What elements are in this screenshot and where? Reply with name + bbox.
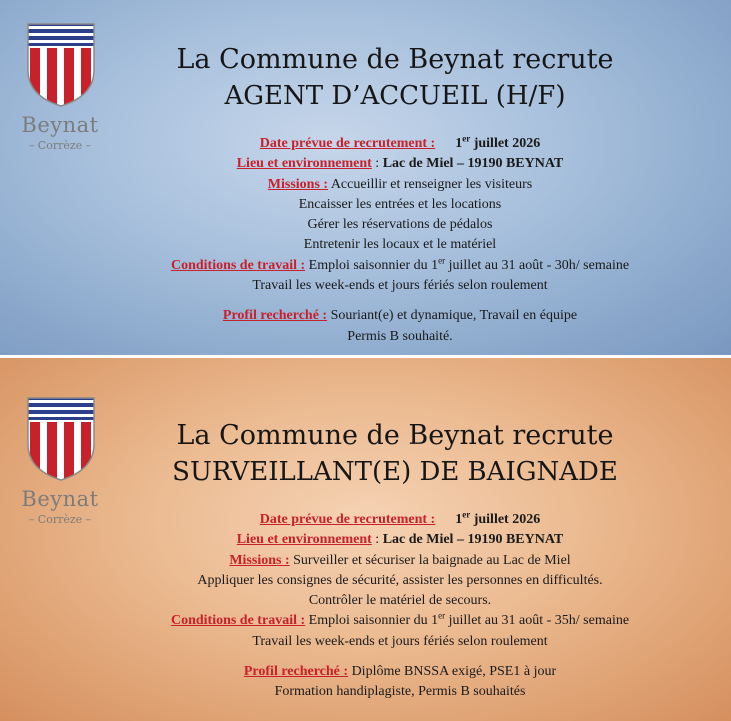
brand-name: Beynat — [21, 113, 99, 137]
mission-item: Entretenir les locaux et le matériel — [303, 237, 497, 253]
posting-details — [70, 134, 730, 347]
location-line — [70, 154, 730, 174]
profile-line-2: Permis B souhaité. — [347, 328, 453, 344]
conditions-label: Conditions de travail : — [170, 257, 306, 273]
profile-text: Souriant(e) et dynamique, Travail en équipe — [327, 308, 578, 324]
posting-details — [70, 510, 730, 703]
recruitment-date-line — [70, 510, 730, 530]
mission-item: Encaisser les entrées et les locations — [298, 196, 502, 212]
mission-item: Appliquer les consignes de sécurité, assister les personnes en difficultés. — [197, 572, 603, 588]
headline-commune: La Commune de Beynat recrute — [176, 420, 614, 451]
missions-label: Missions : — [267, 176, 329, 192]
conditions-line — [70, 256, 730, 276]
conditions-line — [70, 611, 730, 631]
conditions-text-pre: Emploi saisonnier du 1 — [305, 613, 439, 629]
conditions-label: Conditions de travail : — [170, 613, 306, 629]
brand-name: Beynat — [21, 487, 99, 511]
profile-text: Diplôme BNSSA exigé, PSE1 à jour — [348, 664, 557, 680]
conditions-line-2: Travail les week-ends et jours fériés selon roulement — [252, 633, 548, 649]
recruitment-date-value — [455, 133, 541, 151]
job-posting-agent-accueil — [0, 0, 731, 355]
brand-subtitle: – Corrèze – — [28, 513, 92, 526]
conditions-text-post: juillet au 31 août - 30h/ semaine — [445, 257, 630, 273]
missions-line — [70, 175, 730, 195]
profile-line-2: Formation handiplagiste, Permis B souhaités — [274, 684, 526, 700]
profile-line — [70, 662, 730, 682]
location-value: Lac de Miel – 19190 BEYNAT — [382, 156, 564, 172]
headline — [100, 42, 690, 114]
profile-label: Profil recherché : — [222, 308, 328, 324]
job-posting-surveillant-baignade — [0, 358, 731, 721]
missions-line — [70, 551, 730, 571]
date-sup: er — [462, 133, 471, 144]
recruitment-date-value — [455, 509, 541, 527]
recruitment-date-label: Date prévue de recrutement : — [259, 512, 436, 527]
location-value: Lac de Miel – 19190 BEYNAT — [382, 532, 564, 548]
headline-job-title: AGENT D’ACCUEIL (H/F) — [224, 81, 566, 111]
conditions-sup: er — [438, 255, 446, 266]
headline — [100, 418, 690, 490]
conditions-text-post: juillet au 31 août - 35h/ semaine — [445, 613, 630, 629]
location-label: Lieu et environnement — [236, 532, 372, 548]
headline-job-title: SURVEILLANT(E) DE BAIGNADE — [172, 457, 618, 487]
mission-item: Accueillir et renseigner les visiteurs — [328, 176, 533, 192]
recruitment-date-label: Date prévue de recrutement : — [259, 136, 436, 151]
beynat-crest-icon — [26, 396, 96, 482]
location-line — [70, 530, 730, 550]
conditions-sup: er — [438, 610, 446, 621]
missions-label: Missions : — [229, 552, 290, 568]
date-rest: juillet 2026 — [470, 136, 541, 151]
date-day: 1 — [455, 136, 463, 151]
date-rest: juillet 2026 — [470, 512, 541, 527]
location-label: Lieu et environnement — [236, 156, 372, 172]
conditions-text-pre: Emploi saisonnier du 1 — [305, 257, 439, 273]
mission-item: Contrôler le matériel de secours. — [308, 593, 492, 609]
mission-item: Gérer les réservations de pédalos — [307, 217, 493, 233]
profile-line — [70, 306, 730, 326]
profile-label: Profil recherché : — [243, 664, 349, 680]
conditions-line-2: Travail les week-ends et jours fériés selon roulement — [252, 278, 548, 294]
location-separator: : — [371, 532, 383, 548]
brand-subtitle: – Corrèze – — [28, 139, 92, 152]
beynat-crest-icon — [26, 22, 96, 108]
location-separator: : — [371, 156, 383, 172]
date-sup: er — [462, 509, 471, 520]
mission-item: Surveiller et sécuriser la baignade au Lac de Miel — [289, 552, 571, 568]
date-day: 1 — [455, 512, 463, 527]
recruitment-date-line — [70, 134, 730, 154]
headline-commune: La Commune de Beynat recrute — [176, 44, 614, 75]
